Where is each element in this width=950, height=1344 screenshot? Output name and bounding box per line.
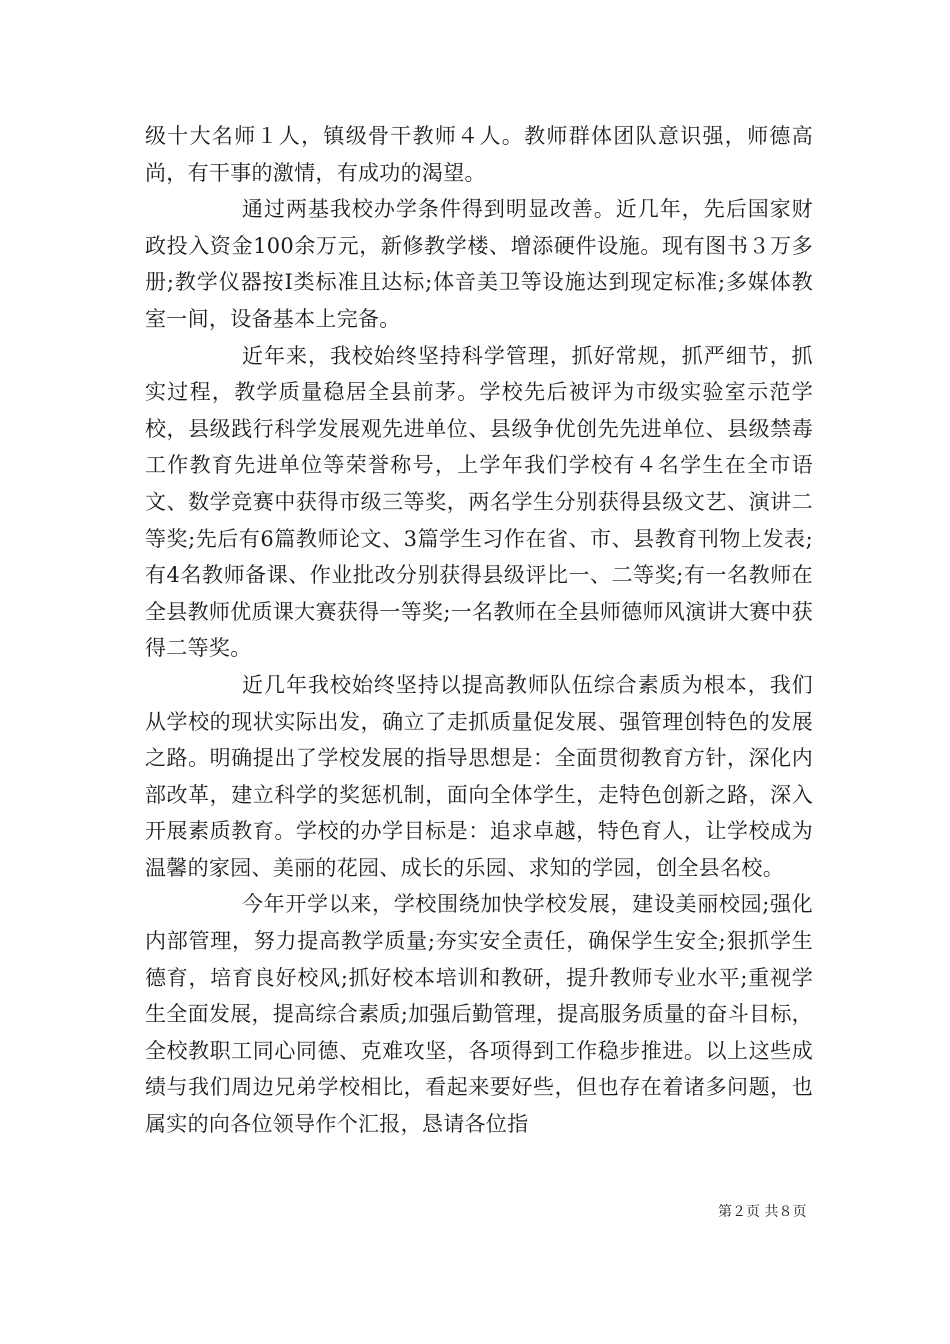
- paragraph-1: 级十大名师１人，镇级骨干教师４人。教师群体团队意识强，师德高尚，有干事的激情，有成功的渴望。: [145, 124, 813, 185]
- paragraph-4: 近几年我校始终坚持以提高教师队伍综合素质为根本，我们从学校的现状实际出发，确立了走抓质量促发展、强管理创特色的发展之路。明确提出了学校发展的指导思想是：全面贯彻教育方针，深化内部改革，建立科学的奖惩机制，面向全体学生，走特色创新之路，深入开展素质教育。学校的办学目标是：追求卓越，特色育人，让学校成为温馨的家园、美丽的花园、成长的乐园、求知的学园，创全县名校。: [145, 672, 813, 880]
- paragraph-3: 近年来，我校始终坚持科学管理，抓好常规，抓严细节，抓实过程，教学质量稳居全县前茅。学校先后被评为市级实验室示范学校，县级践行科学发展观先进单位、县级争优创先先进单位、县级禁毒工作教育先进单位等荣誉称号，上学年我们学校有４名学生在全市语文、数学竞赛中获得市级三等奖，两名学生分别获得县级文艺、演讲二等奖;先后有6篇教师论文、3篇学生习作在省、市、县教育刊物上发表;有4名教师备课、作业批改分别获得县级评比一、二等奖;有一名教师在全县教师优质课大赛获得一等奖;一名教师在全县师德师风演讲大赛中获得二等奖。: [145, 343, 813, 661]
- paragraph-2: 通过两基我校办学条件得到明显改善。近几年，先后国家财政投入资金100余万元，新修教学楼、增添硬件设施。现有图书３万多册;教学仪器按Ⅰ类标准且达标;体音美卫等设施达到现定标准;多媒体教室一间，设备基本上完备。: [145, 197, 813, 331]
- paragraph-5: 今年开学以来，学校围绕加快学校发展，建设美丽校园;强化内部管理，努力提高教学质量;夯实安全责任，确保学生安全;狠抓学生德育，培育良好校风;抓好校本培训和教研，提升教师专业水平;重视学生全面发展，提高综合素质;加强后勤管理，提高服务质量的奋斗目标，全校教职工同心同德、克难攻坚，各项得到工作稳步推进。以上这些成绩与我们周边兄弟学校相比，看起来要好些，但也存在着诸多问题，也属实的向各位领导作个汇报，恳请各位指: [145, 892, 813, 1137]
- page-number-footer: 第２页 共８页: [718, 1204, 807, 1220]
- document-body: [145, 118, 813, 1143]
